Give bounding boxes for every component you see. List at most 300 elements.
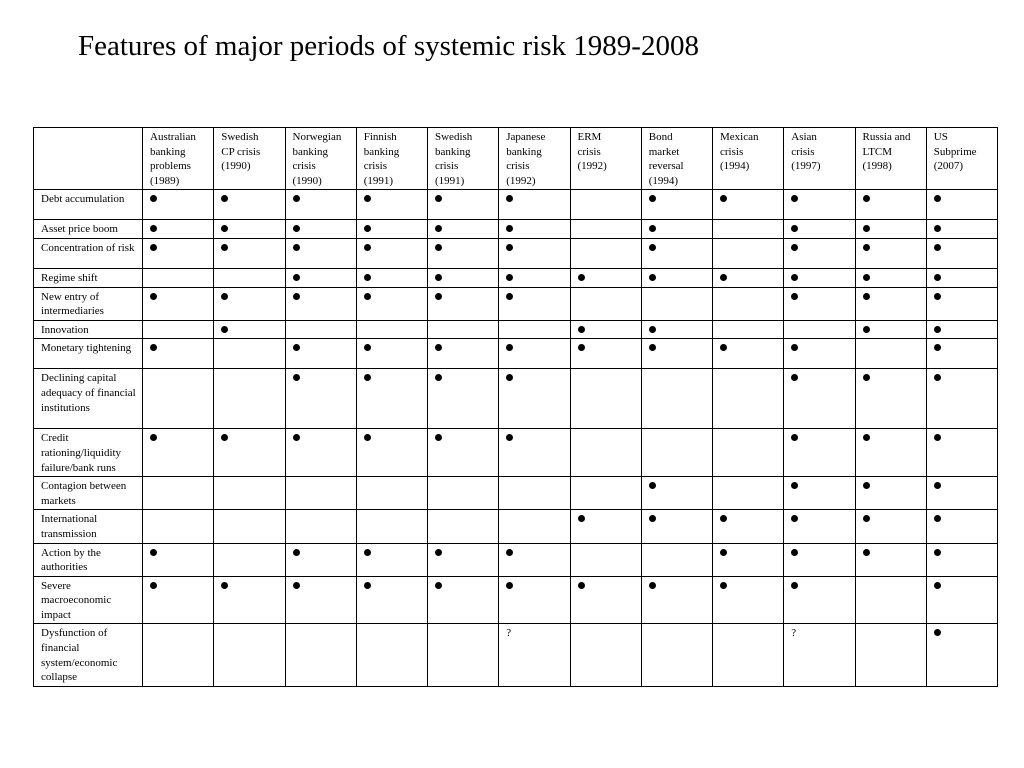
table-cell xyxy=(499,220,570,239)
bullet-mark xyxy=(221,225,228,232)
bullet-mark xyxy=(506,374,513,381)
table-cell xyxy=(143,220,214,239)
bullet-mark xyxy=(221,244,228,251)
bullet-mark xyxy=(364,434,371,441)
table-row xyxy=(34,238,998,268)
bullet-mark xyxy=(791,225,798,232)
table-cell xyxy=(499,543,570,576)
table-cell xyxy=(214,238,285,268)
table-cell xyxy=(285,339,356,369)
table-cell xyxy=(713,238,784,268)
table-cell xyxy=(356,220,427,239)
column-header xyxy=(356,128,427,190)
table-cell xyxy=(143,429,214,477)
table-cell xyxy=(428,268,499,287)
table-cell xyxy=(214,268,285,287)
bullet-mark xyxy=(863,549,870,556)
table-cell xyxy=(855,220,926,239)
table-cell xyxy=(570,268,641,287)
table-cell xyxy=(713,510,784,543)
table-cell xyxy=(285,543,356,576)
bullet-mark xyxy=(578,582,585,589)
table-cell xyxy=(214,543,285,576)
table-cell xyxy=(143,510,214,543)
header-row xyxy=(34,128,998,190)
bullet-mark xyxy=(649,326,656,333)
table-cell xyxy=(356,624,427,686)
row-label: Monetary tightening xyxy=(34,339,143,369)
bullet-mark xyxy=(863,515,870,522)
bullet-mark xyxy=(435,582,442,589)
table-cell xyxy=(214,369,285,429)
table-cell xyxy=(285,238,356,268)
column-header-label: Russia and LTCM (1998) xyxy=(862,131,911,173)
bullet-mark xyxy=(506,195,513,202)
table-cell xyxy=(784,339,855,369)
table-cell xyxy=(855,369,926,429)
table-cell xyxy=(143,320,214,339)
bullet-mark xyxy=(720,549,727,556)
table-cell xyxy=(285,369,356,429)
table-cell xyxy=(428,320,499,339)
table-cell xyxy=(570,339,641,369)
bullet-mark xyxy=(720,274,727,281)
column-header-label: Japanese banking crisis (1992) xyxy=(506,131,546,187)
column-header xyxy=(570,128,641,190)
bullet-mark xyxy=(435,274,442,281)
table-cell xyxy=(428,190,499,220)
table-cell xyxy=(784,190,855,220)
column-header xyxy=(713,128,784,190)
table-cell xyxy=(214,510,285,543)
table-cell xyxy=(641,624,712,686)
table-cell xyxy=(356,369,427,429)
table-cell xyxy=(641,339,712,369)
table-cell xyxy=(926,220,997,239)
bullet-mark xyxy=(649,582,656,589)
table-cell xyxy=(214,220,285,239)
bullet-mark xyxy=(221,434,228,441)
table-cell xyxy=(713,320,784,339)
column-header xyxy=(285,128,356,190)
table-cell xyxy=(713,477,784,510)
table-cell xyxy=(356,190,427,220)
table-cell xyxy=(641,320,712,339)
column-header xyxy=(214,128,285,190)
table-cell xyxy=(570,238,641,268)
table-cell xyxy=(570,543,641,576)
table-cell xyxy=(499,287,570,320)
table-cell xyxy=(784,624,855,686)
bullet-mark xyxy=(364,582,371,589)
table-cell xyxy=(356,268,427,287)
bullet-mark xyxy=(791,195,798,202)
bullet-mark xyxy=(863,434,870,441)
table-cell xyxy=(784,320,855,339)
table-cell xyxy=(784,429,855,477)
bullet-mark xyxy=(791,434,798,441)
bullet-mark xyxy=(934,244,941,251)
table-cell xyxy=(641,369,712,429)
bullet-mark xyxy=(150,582,157,589)
column-header xyxy=(855,128,926,190)
table-cell xyxy=(356,576,427,624)
table-cell xyxy=(499,339,570,369)
table-cell xyxy=(926,543,997,576)
bullet-mark xyxy=(934,374,941,381)
bullet-mark xyxy=(435,434,442,441)
bullet-mark xyxy=(150,549,157,556)
bullet-mark xyxy=(435,374,442,381)
bullet-mark xyxy=(791,374,798,381)
table-cell xyxy=(926,320,997,339)
bullet-mark xyxy=(791,582,798,589)
table-cell xyxy=(499,624,570,686)
table-cell xyxy=(784,287,855,320)
bullet-mark xyxy=(293,274,300,281)
bullet-mark xyxy=(578,326,585,333)
column-header xyxy=(428,128,499,190)
bullet-mark xyxy=(221,293,228,300)
table-cell xyxy=(143,339,214,369)
table-row xyxy=(34,543,998,576)
table-cell xyxy=(570,510,641,543)
table-cell xyxy=(214,287,285,320)
table-cell xyxy=(855,238,926,268)
bullet-mark xyxy=(150,434,157,441)
table-cell xyxy=(428,238,499,268)
row-label: Concentration of risk xyxy=(34,238,143,268)
bullet-mark xyxy=(435,293,442,300)
table-cell xyxy=(356,510,427,543)
table-cell xyxy=(285,268,356,287)
table-cell xyxy=(214,190,285,220)
column-header xyxy=(926,128,997,190)
table-cell xyxy=(784,268,855,287)
bullet-mark xyxy=(934,274,941,281)
table-cell xyxy=(713,429,784,477)
table-cell xyxy=(926,268,997,287)
table-cell xyxy=(855,429,926,477)
table-cell xyxy=(214,339,285,369)
table-row xyxy=(34,220,998,239)
table-cell xyxy=(285,624,356,686)
column-header-label: US Subprime (2007) xyxy=(933,131,977,173)
bullet-mark xyxy=(863,374,870,381)
row-label: Declining capital adequacy of financial institutions xyxy=(34,369,143,429)
bullet-mark xyxy=(934,326,941,333)
table-cell xyxy=(713,369,784,429)
table-cell xyxy=(499,268,570,287)
table-cell xyxy=(784,477,855,510)
column-header-label: Mexican crisis (1994) xyxy=(720,131,759,173)
column-header-label: Asian crisis (1997) xyxy=(791,131,821,173)
table-cell xyxy=(428,369,499,429)
table-cell xyxy=(143,190,214,220)
table-cell xyxy=(499,320,570,339)
table-cell xyxy=(356,320,427,339)
row-label: International transmission xyxy=(34,510,143,543)
table-cell xyxy=(285,287,356,320)
table-cell xyxy=(428,510,499,543)
bullet-mark xyxy=(435,225,442,232)
table-cell xyxy=(855,190,926,220)
bullet-mark xyxy=(791,293,798,300)
table-cell xyxy=(499,510,570,543)
bullet-mark xyxy=(863,482,870,489)
table-cell xyxy=(214,624,285,686)
bullet-mark xyxy=(506,582,513,589)
table-cell xyxy=(926,477,997,510)
bullet-mark xyxy=(221,326,228,333)
table-cell xyxy=(855,624,926,686)
bullet-mark xyxy=(863,225,870,232)
bullet-mark xyxy=(506,344,513,351)
bullet-mark xyxy=(364,225,371,232)
table-cell xyxy=(641,238,712,268)
table-cell xyxy=(926,190,997,220)
table-cell xyxy=(926,238,997,268)
bullet-mark xyxy=(293,244,300,251)
table-cell xyxy=(499,477,570,510)
bullet-mark xyxy=(934,195,941,202)
table-cell xyxy=(285,477,356,510)
table-cell xyxy=(641,429,712,477)
row-label: Dysfunction of financial system/economic collapse xyxy=(34,624,143,686)
bullet-mark xyxy=(791,274,798,281)
row-label: Innovation xyxy=(34,320,143,339)
systemic-risk-table xyxy=(33,127,998,687)
table-cell xyxy=(570,287,641,320)
table-cell xyxy=(285,576,356,624)
bullet-mark xyxy=(863,244,870,251)
column-header-label: Norwegian banking crisis (1990) xyxy=(292,131,342,187)
bullet-mark xyxy=(435,344,442,351)
table-row xyxy=(34,339,998,369)
table-row xyxy=(34,510,998,543)
table-cell xyxy=(428,624,499,686)
table-cell xyxy=(214,576,285,624)
table-cell xyxy=(641,190,712,220)
table-cell xyxy=(143,624,214,686)
table-cell xyxy=(214,477,285,510)
table-cell xyxy=(855,477,926,510)
table-cell xyxy=(143,369,214,429)
table-cell xyxy=(713,220,784,239)
bullet-mark xyxy=(720,515,727,522)
bullet-mark xyxy=(293,549,300,556)
bullet-mark xyxy=(221,582,228,589)
bullet-mark xyxy=(293,225,300,232)
bullet-mark xyxy=(506,293,513,300)
table-cell xyxy=(143,238,214,268)
table-cell xyxy=(926,624,997,686)
bullet-mark xyxy=(791,482,798,489)
question-mark: ? xyxy=(791,627,797,640)
table-cell xyxy=(570,624,641,686)
table-cell xyxy=(143,268,214,287)
bullet-mark xyxy=(364,293,371,300)
bullet-mark xyxy=(791,244,798,251)
row-label: Asset price boom xyxy=(34,220,143,239)
bullet-mark xyxy=(364,195,371,202)
table-cell xyxy=(855,543,926,576)
row-label: Severe macroeconomic impact xyxy=(34,576,143,624)
bullet-mark xyxy=(435,244,442,251)
bullet-mark xyxy=(934,434,941,441)
bullet-mark xyxy=(364,274,371,281)
table-cell xyxy=(499,369,570,429)
table-cell xyxy=(499,190,570,220)
row-label: New entry of intermediaries xyxy=(34,287,143,320)
table-cell xyxy=(713,543,784,576)
table-cell xyxy=(570,320,641,339)
table-cell xyxy=(285,190,356,220)
table-cell xyxy=(499,576,570,624)
table-cell xyxy=(855,287,926,320)
table-cell xyxy=(285,510,356,543)
column-header-label: Swedish banking crisis (1991) xyxy=(435,131,473,187)
bullet-mark xyxy=(863,326,870,333)
table-cell xyxy=(713,190,784,220)
table-cell xyxy=(570,220,641,239)
column-header-label: ERM crisis (1992) xyxy=(577,131,607,173)
table-cell xyxy=(641,220,712,239)
table-cell xyxy=(356,339,427,369)
bullet-mark xyxy=(364,549,371,556)
table-cell xyxy=(855,320,926,339)
bullet-mark xyxy=(364,374,371,381)
table-cell xyxy=(356,238,427,268)
bullet-mark xyxy=(578,274,585,281)
table-cell xyxy=(641,510,712,543)
table-cell xyxy=(784,576,855,624)
table-cell xyxy=(428,477,499,510)
column-header-label: Australian banking problems (1989) xyxy=(150,131,196,187)
table-cell xyxy=(784,220,855,239)
table-cell xyxy=(926,510,997,543)
table-cell xyxy=(855,510,926,543)
row-label: Contagion between markets xyxy=(34,477,143,510)
table-cell xyxy=(499,429,570,477)
bullet-mark xyxy=(649,195,656,202)
column-header-label: Bond market reversal (1994) xyxy=(648,131,684,187)
bullet-mark xyxy=(791,344,798,351)
table-cell xyxy=(428,287,499,320)
table-row xyxy=(34,369,998,429)
bullet-mark xyxy=(364,244,371,251)
bullet-mark xyxy=(863,195,870,202)
table-cell xyxy=(570,429,641,477)
question-mark: ? xyxy=(506,627,512,640)
bullet-mark xyxy=(293,293,300,300)
table-cell xyxy=(570,369,641,429)
table-cell xyxy=(285,320,356,339)
bullet-mark xyxy=(221,195,228,202)
bullet-mark xyxy=(863,293,870,300)
bullet-mark xyxy=(506,225,513,232)
bullet-mark xyxy=(791,515,798,522)
table-body xyxy=(34,190,998,686)
bullet-mark xyxy=(506,244,513,251)
table-cell xyxy=(428,339,499,369)
bullet-mark xyxy=(934,582,941,589)
table-cell xyxy=(926,369,997,429)
bullet-mark xyxy=(506,434,513,441)
table-cell xyxy=(855,576,926,624)
table-row xyxy=(34,287,998,320)
bullet-mark xyxy=(293,344,300,351)
column-header xyxy=(641,128,712,190)
table-row xyxy=(34,320,998,339)
bullet-mark xyxy=(649,344,656,351)
table-cell xyxy=(356,543,427,576)
bullet-mark xyxy=(150,244,157,251)
column-header xyxy=(143,128,214,190)
table-cell xyxy=(713,287,784,320)
table-cell xyxy=(214,320,285,339)
table-cell xyxy=(570,190,641,220)
bullet-mark xyxy=(649,515,656,522)
row-label: Debt accumulation xyxy=(34,190,143,220)
bullet-mark xyxy=(578,515,585,522)
table-row xyxy=(34,576,998,624)
bullet-mark xyxy=(150,195,157,202)
column-header xyxy=(784,128,855,190)
table-cell xyxy=(641,543,712,576)
table-cell xyxy=(428,429,499,477)
table-cell xyxy=(641,268,712,287)
bullet-mark xyxy=(863,274,870,281)
table-cell xyxy=(285,220,356,239)
bullet-mark xyxy=(293,434,300,441)
table-cell xyxy=(143,543,214,576)
table-cell xyxy=(285,429,356,477)
page-title: Features of major periods of systemic risk 1989-2008 xyxy=(78,30,699,62)
bullet-mark xyxy=(435,549,442,556)
table-cell xyxy=(713,576,784,624)
table-row xyxy=(34,268,998,287)
table-cell xyxy=(713,268,784,287)
table-cell xyxy=(143,287,214,320)
table-cell xyxy=(356,287,427,320)
table-cell xyxy=(855,268,926,287)
table-cell xyxy=(855,339,926,369)
bullet-mark xyxy=(506,549,513,556)
bullet-mark xyxy=(934,482,941,489)
table-cell xyxy=(784,510,855,543)
table-cell xyxy=(428,220,499,239)
table-cell xyxy=(784,238,855,268)
bullet-mark xyxy=(150,344,157,351)
column-header xyxy=(499,128,570,190)
table-cell xyxy=(784,369,855,429)
bullet-mark xyxy=(293,374,300,381)
table-cell xyxy=(641,576,712,624)
bullet-mark xyxy=(150,293,157,300)
table-cell xyxy=(926,339,997,369)
bullet-mark xyxy=(364,344,371,351)
bullet-mark xyxy=(934,225,941,232)
bullet-mark xyxy=(649,244,656,251)
table-cell xyxy=(926,429,997,477)
table-cell xyxy=(143,576,214,624)
table-cell xyxy=(713,339,784,369)
bullet-mark xyxy=(649,482,656,489)
bullet-mark xyxy=(293,195,300,202)
table-cell xyxy=(570,477,641,510)
table-cell xyxy=(570,576,641,624)
